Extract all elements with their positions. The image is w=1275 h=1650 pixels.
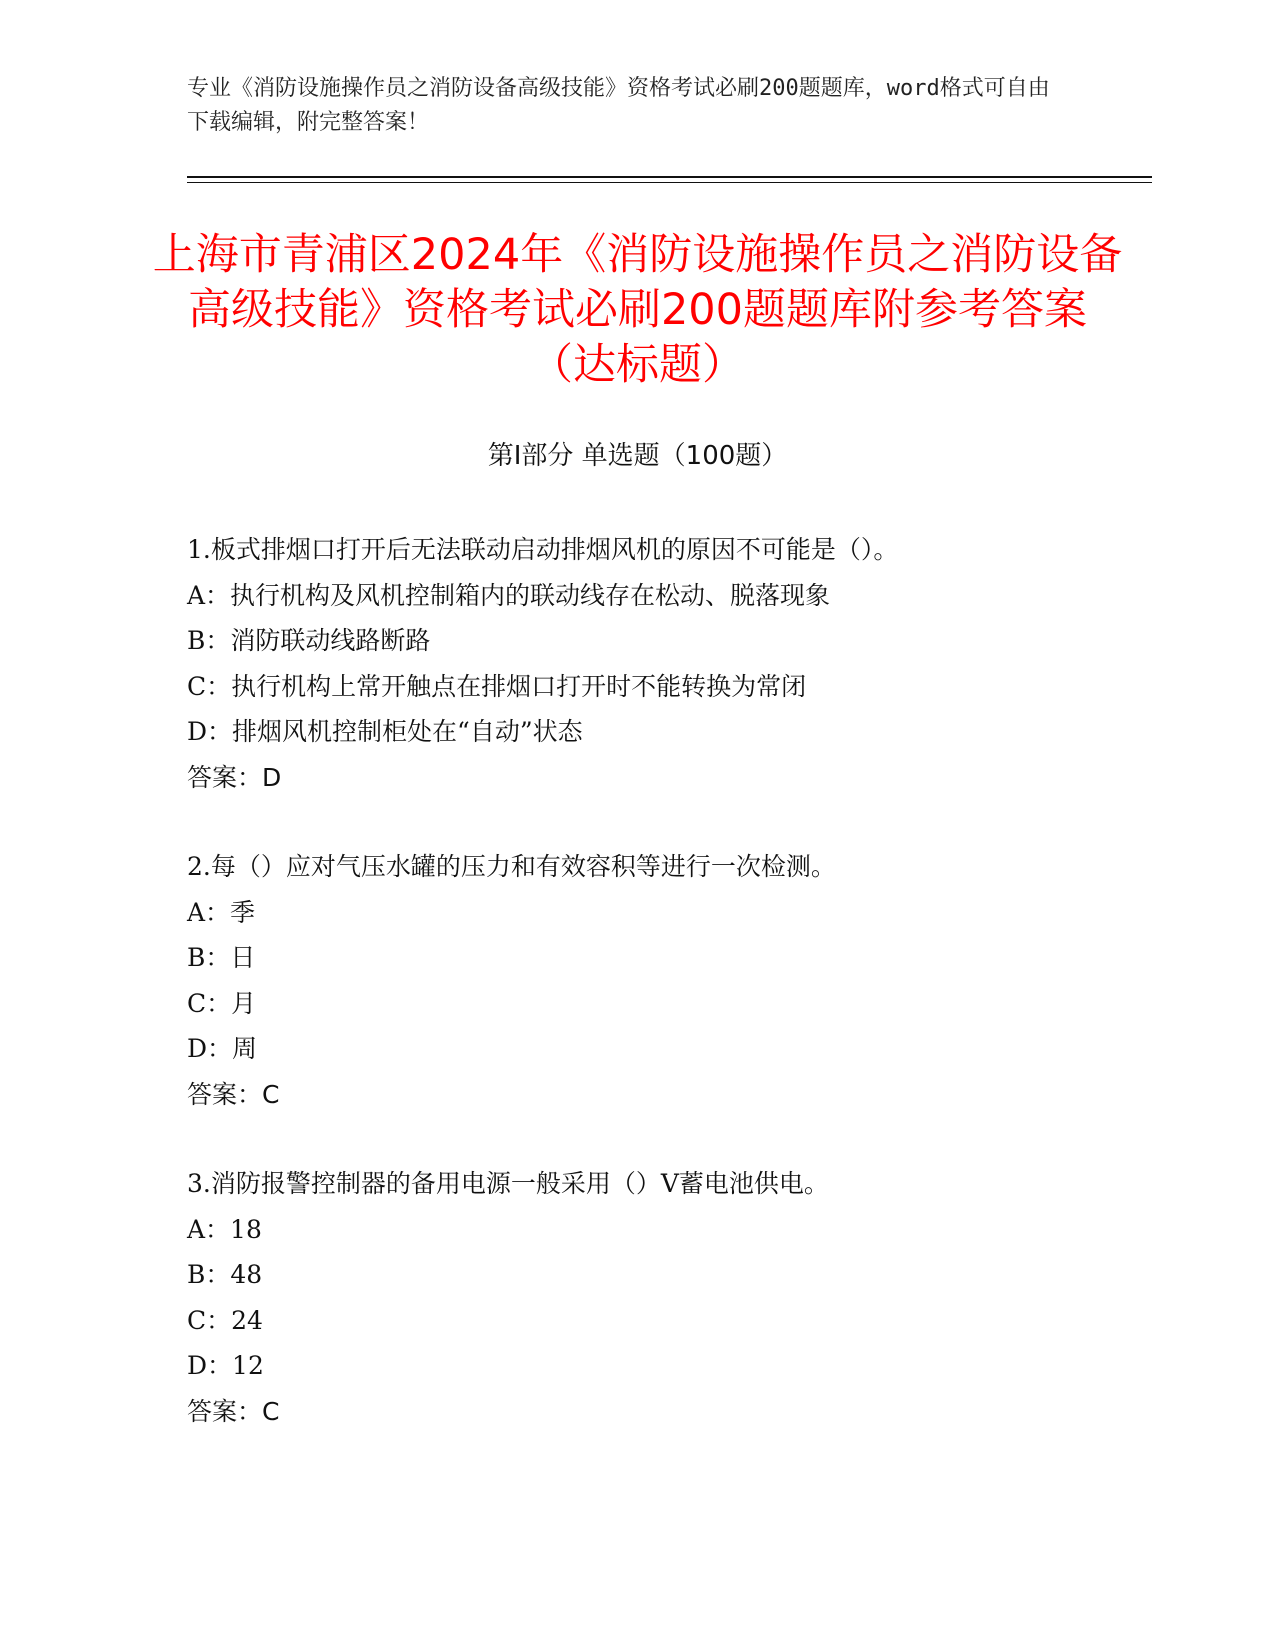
option-a: A：季 [187, 897, 256, 927]
answer: 答案：C [187, 1079, 280, 1109]
question-stem: 1.板式排烟口打开后无法联动启动排烟风机的原因不可能是（）。 [187, 535, 899, 564]
option-b: B：48 [187, 1260, 263, 1289]
question-stem: 2.每（）应对气压水罐的压力和有效容积等进行一次检测。 [187, 852, 836, 881]
question-list [187, 527, 1117, 1478]
header-note: 专业《消防设施操作员之消防设备高级技能》资格考试必刷200题题库，word格式可自由下载编辑，附完整答案！ [187, 76, 1050, 135]
option-a: A：执行机构及风机控制箱内的联动线存在松动、脱落现象 [187, 580, 831, 610]
option-d: D：12 [187, 1351, 264, 1380]
question-3 [187, 1161, 1117, 1434]
option-c: C：执行机构上常开触点在排烟口打开时不能转换为常闭 [187, 671, 807, 701]
option-d: D：排烟风机控制柜处在“自动”状态 [187, 717, 583, 746]
answer: 答案：C [187, 1396, 280, 1426]
question-stem: 3.消防报警控制器的备用电源一般采用（）V蓄电池供电。 [187, 1169, 829, 1198]
question-1 [187, 527, 1117, 800]
document-title: 上海市青浦区2024年《消防设施操作员之消防设备高级技能》资格考试必刷200题题库附参考答案（达标题） [152, 230, 1123, 390]
answer: 答案：D [187, 762, 282, 792]
question-2 [187, 844, 1117, 1117]
option-b: B：消防联动线路断路 [187, 626, 431, 655]
option-d: D：周 [187, 1034, 258, 1063]
option-c: C：月 [187, 988, 257, 1018]
option-c: C：24 [187, 1305, 263, 1335]
header-divider-thick [187, 176, 1152, 178]
section-heading: 第Ⅰ部分 单选题（100题） [487, 441, 788, 471]
header-divider-thin [187, 182, 1152, 183]
option-a: A：18 [187, 1214, 262, 1244]
option-b: B：日 [187, 943, 256, 972]
